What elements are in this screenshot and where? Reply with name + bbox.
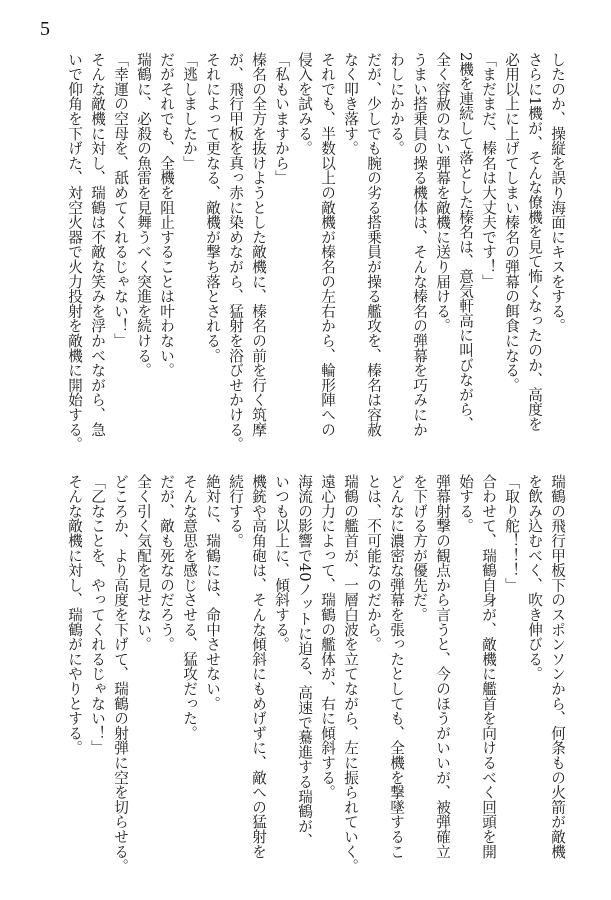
text-line: 「まだまだ、榛名は大丈夫です！」 <box>480 52 497 289</box>
text-line: いつも以上に、傾斜する。 <box>273 474 290 652</box>
text-line: どんなに濃密な弾幕を張ったとしても、全機を撃墜するこ <box>388 474 405 859</box>
page-number: 5 <box>40 18 50 40</box>
text-line: 全く引く気配を見せない。 <box>135 474 152 652</box>
text-line: うまい搭乗員の操る機体は、そんな榛名の弾幕を巧みにか <box>411 52 428 437</box>
text-line: 瑞鶴に、必殺の魚雷を見舞うべく突進を続ける。 <box>135 52 152 378</box>
text-line: が、飛行甲板を真っ赤に染めながら、猛射を浴びせかける。 <box>227 52 244 452</box>
text-line: それでも、半数以上の敵機が榛名の左右から、輪形陣への <box>319 52 336 437</box>
text-line: 合わせて、瑞鶴自身が、敵機に艦首を向けるべく回頭を開 <box>480 474 497 859</box>
text-line: そんな敵機に対し、瑞鶴は不敵な笑みを浮かべながら、急 <box>89 52 106 437</box>
text-line: 機銃や高角砲は、そんな傾斜にもめげずに、敵への猛射を <box>250 474 267 859</box>
text-line: 始する。 <box>457 474 474 534</box>
text-line: を飲み込むべく、吹き伸びる。 <box>526 474 543 682</box>
text-line: 「幸運の空母を、舐めてくれるじゃない！」 <box>112 52 129 348</box>
text-line: いで仰角を下げた、対空火器で火力投射を敵機に開始する。 <box>66 52 83 452</box>
text-line: だが、少しでも腕の劣る搭乗員が操る艦攻を、榛名は容赦 <box>365 52 382 437</box>
text-line: わしにかかる。 <box>388 52 405 156</box>
text-line: 侵入を試みる。 <box>296 52 313 156</box>
text-line: を下げる方が優先だ。 <box>411 474 428 622</box>
text-line: 2機を連続して落とした榛名は、意気軒高に叫びながら、 <box>457 52 474 432</box>
text-line: 「私もいますから」 <box>273 52 290 186</box>
lower-text-block <box>66 474 569 874</box>
text-line: 榛名の全方を抜けようとした敵機に、榛名の前を行く筑摩 <box>250 52 267 437</box>
text-line: 弾幕射撃の観点から言うと、今のほうがいいが、被弾確立 <box>434 474 451 859</box>
text-line: 「逃しましたか」 <box>181 52 198 171</box>
text-line: 「乙なことを、やってくれるじゃない！」 <box>89 474 106 756</box>
text-line: だがそれでも、全機を阻止することは叶わない。 <box>158 52 175 378</box>
text-line: 絶対に、瑞鶴には、命中させない。 <box>204 474 221 711</box>
text-line: 「取り舵！！！」 <box>503 474 520 593</box>
text-line: さらに1機が、そんな僚機を見て怖くなったのか、高度を <box>526 52 543 432</box>
text-line: 全く容赦のない弾幕を敵機に送り届ける。 <box>434 52 451 334</box>
text-line: 瑞鶴の艦首が、一層白波を立てながら、左に振られていく。 <box>342 474 359 874</box>
text-line: それによって更なる、敵機が撃ち落とされる。 <box>204 52 221 363</box>
text-line: 必用以上に上げてしまい榛名の弾幕の餌食になる。 <box>503 52 520 393</box>
text-line: どころか、より高度を下げて、瑞鶴の射弾に空を切らせる。 <box>112 474 129 874</box>
text-line: なく叩き落す。 <box>342 52 359 156</box>
text-line: そんな敵機に対し、瑞鶴がにやりとする。 <box>66 474 83 756</box>
text-line: だが、敵も死なのだろう。 <box>158 474 175 652</box>
text-line: 続行する。 <box>227 474 244 548</box>
text-line: したのか、操縦を誤り海面にキスをする。 <box>549 52 566 334</box>
text-line: 海流の影響で40ノットに迫る、高速で驀進する瑞鶴が、 <box>296 474 313 849</box>
text-line: そんな意思を感じさせる、猛攻だった。 <box>181 474 198 741</box>
text-line: 遠心力によって、瑞鶴の艦体が、右に傾斜する。 <box>319 474 336 800</box>
text-line: とは、不可能なのだから。 <box>365 474 382 652</box>
text-line: 瑞鶴の飛行甲板下のスポンソンから、何条もの火箭が敵機 <box>549 474 566 859</box>
upper-text-block <box>29 52 569 452</box>
